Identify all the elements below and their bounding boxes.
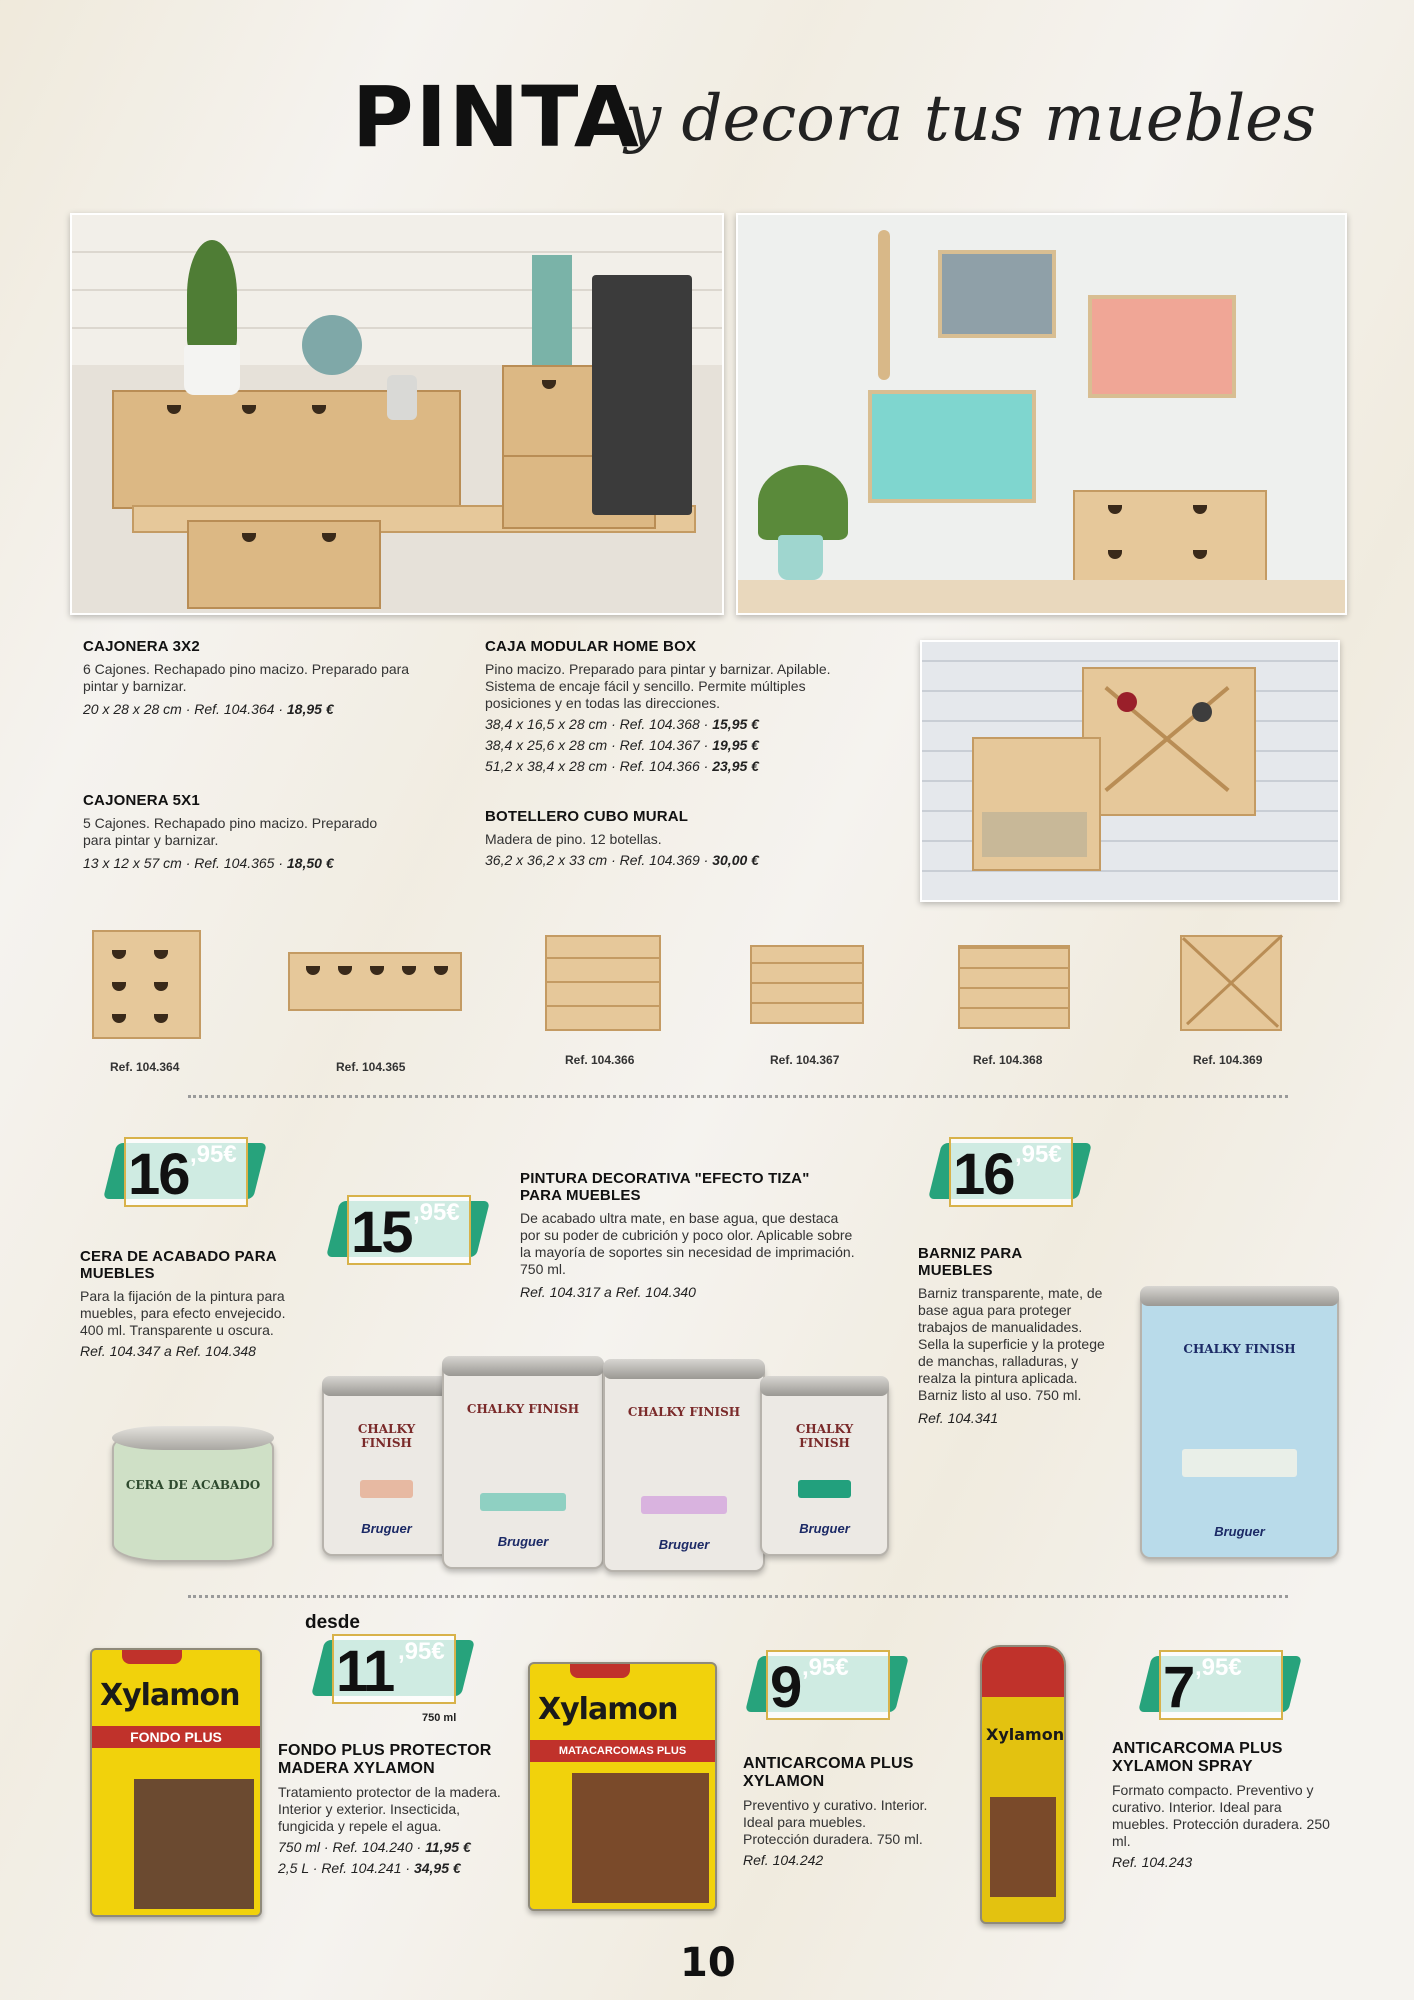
product-price: 15,95 € — [712, 716, 759, 732]
xylamon-spray-image: Xylamon — [980, 1645, 1066, 1924]
cera-tin-image: CERA DE ACABADO — [112, 1430, 274, 1562]
xylamon-fondo-tin-image: Xylamon FONDO PLUS — [90, 1648, 262, 1917]
product-xylamon-anticarcoma — [743, 1755, 933, 1871]
product-price: 19,95 € — [712, 737, 759, 753]
product-price: 30,00 € — [712, 852, 759, 868]
product-ref: 36,2 x 36,2 x 33 cm · Ref. 104.369 · 30,00 € — [485, 852, 759, 868]
thumb-ref: Ref. 104.364 — [110, 1060, 180, 1074]
product-title: ANTICARCOMA PLUS — [1112, 1740, 1283, 1757]
divider — [188, 1595, 1288, 1598]
product-xylamon-fondo — [278, 1742, 508, 1879]
price-badge-anticarcoma: 9 ,95€ — [752, 1648, 902, 1726]
product-ref: 750 ml · Ref. 104.240 · 11,95 € — [278, 1839, 471, 1855]
product-cajonera-3x2 — [83, 638, 443, 720]
product-botellero — [485, 808, 855, 871]
price-badge-barniz: 16 ,95€ — [935, 1135, 1085, 1213]
xylamon-anticarcoma-tin-image: Xylamon MATACARCOMAS PLUS — [528, 1662, 717, 1911]
thumb-ref: Ref. 104.366 — [565, 1053, 635, 1067]
thumb-cajonera-3x2 — [92, 930, 202, 1040]
product-ref: 38,4 x 25,6 x 28 cm · Ref. 104.367 · 19,95 € — [485, 737, 759, 753]
product-title-line2: MUEBLES — [918, 1262, 993, 1279]
thumb-ref: Ref. 104.368 — [973, 1053, 1043, 1067]
barniz-can-image: CHALKY FINISH Bruguer — [1140, 1290, 1339, 1559]
price-badge-cera: 16 ,95€ — [110, 1135, 260, 1213]
product-title: CAJONERA 3X2 — [83, 638, 200, 655]
product-description: Para la fijación de la pintura para muebles, para efecto envejecido. 400 ml. Transparente u oscura. — [80, 1288, 286, 1338]
product-description: Madera de pino. 12 botellas. — [485, 831, 662, 847]
photo-cajas-modulares — [736, 213, 1347, 615]
product-title-line2: MUEBLES — [80, 1265, 155, 1282]
product-cajonera-5x1 — [83, 792, 383, 874]
page-number: 10 — [680, 1940, 736, 1986]
product-description: Barniz transparente, mate, de base agua para proteger trabajos de manualidades. Sella la superficie y la protege de manchas, ralladuras, y realza la pintura aplicada. Barniz listo al uso. 750 ml. — [918, 1285, 1105, 1403]
product-ref: 20 x 28 x 28 cm · Ref. 104.364 · 18,95 € — [83, 701, 334, 717]
thumb-botellero — [1180, 935, 1285, 1035]
thumb-caja-104367 — [750, 945, 870, 1030]
product-title-line2: XYLAMON — [743, 1773, 825, 1790]
product-description: 5 Cajones. Rechapado pino macizo. Preparado para pintar y barnizar. — [83, 815, 378, 848]
product-price: 23,95 € — [712, 758, 759, 774]
thumb-ref: Ref. 104.367 — [770, 1053, 840, 1067]
product-price: 11,95 € — [425, 1839, 471, 1855]
product-title-line2: PARA MUEBLES — [520, 1187, 641, 1204]
product-ref: Ref. 104.242 — [743, 1852, 824, 1868]
product-cera — [80, 1248, 300, 1362]
product-title: CERA DE ACABADO PARA — [80, 1248, 277, 1265]
thumb-ref: Ref. 104.369 — [1193, 1053, 1263, 1067]
product-price: 18,50 € — [286, 855, 334, 871]
product-title: CAJONERA 5X1 — [83, 792, 200, 809]
product-xylamon-spray — [1112, 1740, 1332, 1873]
product-title: PINTURA DECORATIVA "EFECTO TIZA" — [520, 1170, 810, 1187]
product-ref: Ref. 104.243 — [1112, 1854, 1193, 1870]
product-ref: Ref. 104.347 a Ref. 104.348 — [80, 1343, 256, 1359]
divider — [188, 1095, 1288, 1098]
product-barniz — [918, 1245, 1108, 1429]
product-title-line2: XYLAMON SPRAY — [1112, 1758, 1253, 1775]
price-badge-pintura: 15 ,95€ — [333, 1193, 483, 1271]
product-description: Tratamiento protector de la madera. Interior y exterior. Insecticida, fungicida y repele el agua. — [278, 1784, 501, 1834]
volume-label: 750 ml — [422, 1712, 457, 1724]
product-description: Formato compacto. Preventivo y curativo. Interior. Ideal para muebles. Protección duradera. 250 ml. — [1112, 1782, 1330, 1849]
product-title: ANTICARCOMA PLUS — [743, 1755, 914, 1772]
product-price: 18,95 € — [286, 701, 334, 717]
product-title: CAJA MODULAR HOME BOX — [485, 638, 697, 655]
product-ref: 51,2 x 38,4 x 28 cm · Ref. 104.366 · 23,95 € — [485, 758, 759, 774]
product-description: Preventivo y curativo. Interior. Ideal para muebles. Protección duradera. 750 ml. — [743, 1797, 928, 1847]
paint-can-image: CHALKY FINISH Bruguer — [322, 1380, 451, 1556]
paint-can-image: CHALKY FINISH Bruguer — [760, 1380, 889, 1556]
product-title-line2: MADERA XYLAMON — [278, 1760, 435, 1777]
thumb-caja-104366 — [545, 935, 665, 1035]
photo-botellero — [920, 640, 1340, 902]
photo-cajoneras — [70, 213, 724, 615]
product-ref: 2,5 L · Ref. 104.241 · 34,95 € — [278, 1860, 461, 1876]
price-badge-fondo: 11 ,95€ — [318, 1632, 468, 1710]
product-title: BOTELLERO CUBO MURAL — [485, 808, 689, 825]
paint-can-image: CHALKY FINISH Bruguer — [603, 1363, 765, 1572]
page-subtitle-script: y decora tus muebles — [625, 82, 1316, 156]
product-ref: 38,4 x 16,5 x 28 cm · Ref. 104.368 · 15,95 € — [485, 716, 759, 732]
product-description: Pino macizo. Preparado para pintar y barnizar. Apilable. Sistema de encaje fácil y sencillo. Permite múltiples posiciones y en todas las direcciones. — [485, 661, 831, 711]
price-badge-spray: 7 ,95€ — [1145, 1648, 1295, 1726]
product-ref: Ref. 104.341 — [918, 1410, 999, 1426]
desde-label: desde — [305, 1612, 360, 1633]
product-pintura-tiza — [520, 1170, 860, 1303]
product-ref: 13 x 12 x 57 cm · Ref. 104.365 · 18,50 € — [83, 855, 334, 871]
product-description: 6 Cajones. Rechapado pino macizo. Preparado para pintar y barnizar. — [83, 661, 410, 694]
product-ref: Ref. 104.317 a Ref. 104.340 — [520, 1284, 696, 1300]
product-price: 34,95 € — [413, 1860, 461, 1876]
page-title: PINTA — [352, 68, 641, 166]
thumb-ref: Ref. 104.365 — [336, 1060, 406, 1074]
paint-can-image: CHALKY FINISH Bruguer — [442, 1360, 604, 1569]
thumb-cajonera-5x1 — [288, 952, 463, 1022]
thumb-caja-104368 — [958, 945, 1073, 1030]
product-caja-modular — [485, 638, 855, 777]
product-title: FONDO PLUS PROTECTOR — [278, 1742, 492, 1759]
product-description: De acabado ultra mate, en base agua, que destaca por su poder de cubrición y poco olor. Aplicable sobre la mayoría de soportes sin necesidad de imprimación. 750 ml. — [520, 1210, 855, 1277]
product-title: BARNIZ PARA — [918, 1245, 1023, 1262]
